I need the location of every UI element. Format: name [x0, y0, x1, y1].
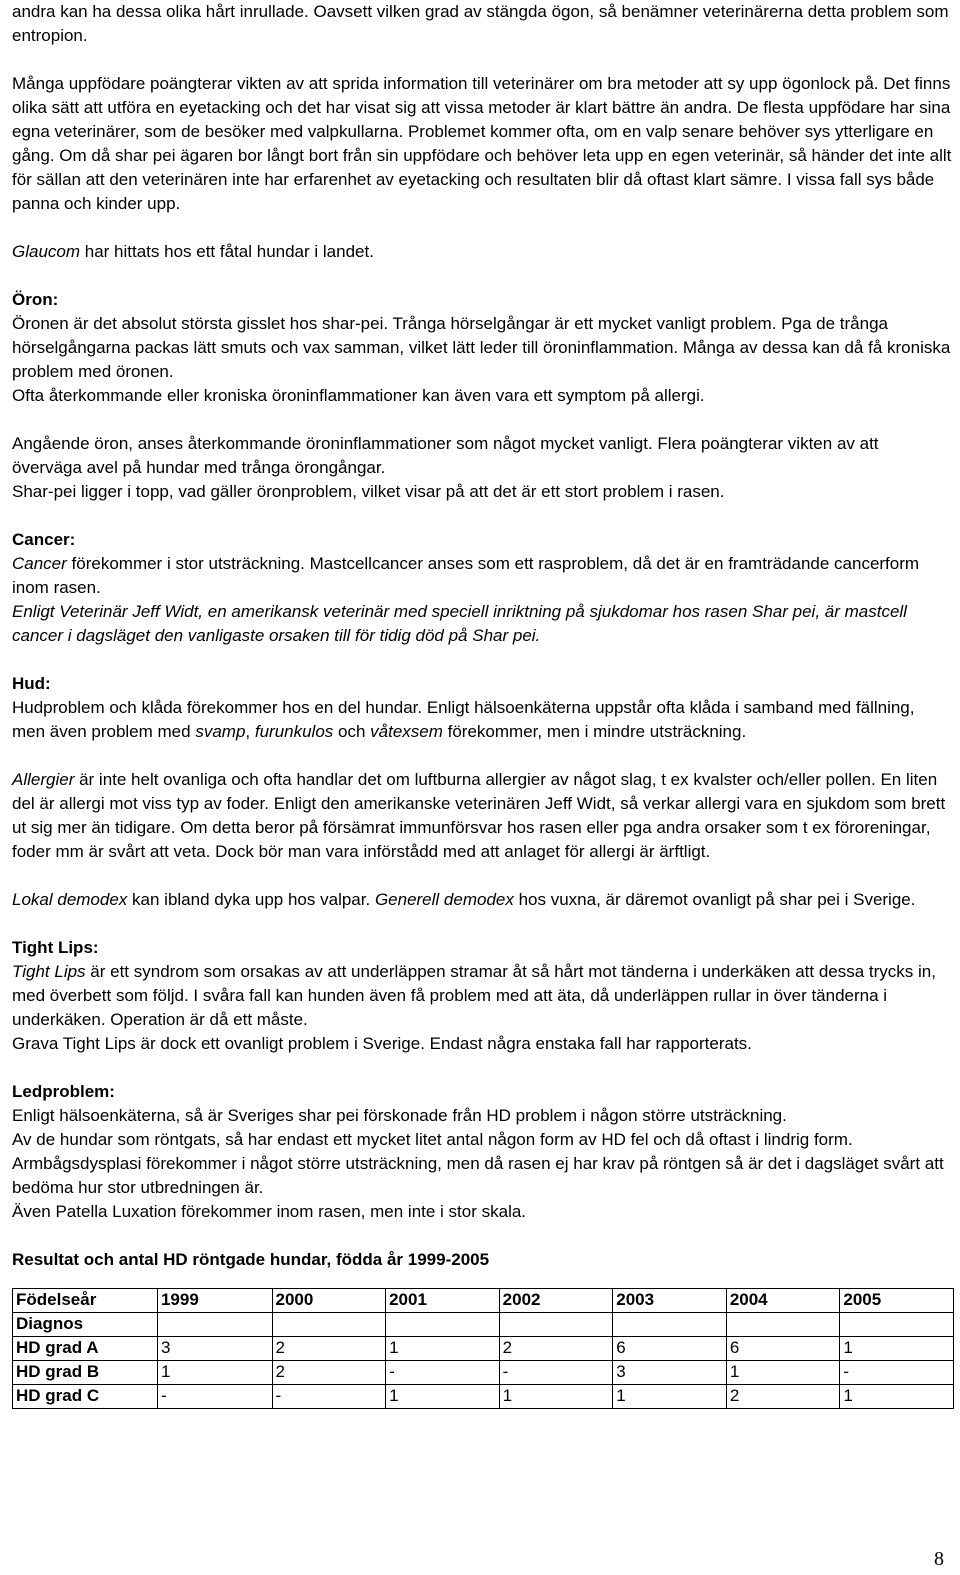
- table-cell: 1: [726, 1361, 840, 1385]
- text-run: är ett syndrom som orsakas av att underläppen stramar åt så hårt mot tänderna i underkäken att dessa trycks in, med överbett som följd. I svåra fall kan hunden även få problem med att äta, då underläppen rullar in över tänderna i underkäken. Operation är då ett måste.: [12, 962, 936, 1029]
- text-run: hos vuxna, är däremot ovanligt på shar pei i Sverige.: [513, 890, 916, 909]
- paragraph-line: [12, 312, 952, 384]
- table-row: [13, 1361, 954, 1385]
- italic-text: Generell demodex: [374, 890, 514, 909]
- paragraph-line: [12, 432, 952, 480]
- paragraph-line: [12, 600, 952, 648]
- table-cell: 2: [499, 1337, 613, 1361]
- paragraph-line: [12, 552, 952, 600]
- table-cell: 2: [272, 1361, 386, 1385]
- paragraph: [12, 552, 952, 648]
- table-cell: 3: [613, 1361, 727, 1385]
- table-row: [13, 1313, 954, 1337]
- text-run: Även Patella Luxation förekommer inom rasen, men inte i stor skala.: [12, 1202, 527, 1221]
- table-header-cell: 2000: [272, 1289, 386, 1313]
- table-cell: -: [157, 1385, 272, 1409]
- paragraph-line: [12, 480, 952, 504]
- table-header-cell: Födelseår: [13, 1289, 158, 1313]
- table-cell: [272, 1313, 386, 1337]
- text-run: Enligt hälsoenkäterna, så är Sveriges shar pei förskonade från HD problem i någon större utsträckning.: [12, 1106, 787, 1125]
- text-run: Shar-pei ligger i topp, vad gäller öronproblem, vilket visar på att det är ett stort problem i rasen.: [12, 482, 725, 501]
- italic-text: furunkulos: [254, 722, 334, 741]
- section-heading: Tight Lips:: [12, 938, 99, 957]
- paragraph: [12, 432, 952, 504]
- text-run: Armbågsdysplasi förekommer i något större utsträckning, men då rasen ej har krav på röntgen så är det i dagsläget svårt att bedöma hur stor utbredningen är.: [12, 1154, 944, 1197]
- table-row-label: Diagnos: [13, 1313, 158, 1337]
- table-cell: [613, 1313, 727, 1337]
- paragraph: [12, 0, 952, 48]
- table-header-cell: 2004: [726, 1289, 840, 1313]
- text-run: Öronen är det absolut största gisslet hos shar-pei. Trånga hörselgångar är ett mycket vanligt problem. Pga de trånga hörselgångarna packas lätt smuts och vax samman, vilket lätt leder till öroninflammation. Många av dessa kan då få kroniska problem med öronen.: [12, 314, 951, 381]
- italic-text: Lokal demodex: [12, 890, 128, 909]
- table-cell: 1: [386, 1337, 500, 1361]
- table-cell: [840, 1313, 954, 1337]
- paragraph-line: [12, 1104, 952, 1128]
- text-run: andra kan ha dessa olika hårt inrullade. Oavsett vilken grad av stängda ögon, så benämner veterinärerna detta problem som entropion.: [12, 2, 949, 45]
- table-cell: [726, 1313, 840, 1337]
- text-run: har hittats hos ett fåtal hundar i landet.: [80, 242, 374, 261]
- table-header-row: [13, 1289, 954, 1313]
- paragraph-line: [12, 1032, 952, 1056]
- table-cell: 6: [613, 1337, 727, 1361]
- paragraph-line: [12, 384, 952, 408]
- italic-text: Glaucom: [12, 242, 81, 261]
- text-run: och: [333, 722, 371, 741]
- table-cell: [386, 1313, 500, 1337]
- paragraph: [12, 240, 952, 264]
- paragraph-line: [12, 1128, 952, 1152]
- table-header-cell: 2001: [386, 1289, 500, 1313]
- italic-text: Allergier: [12, 770, 75, 789]
- paragraph: [12, 1104, 952, 1224]
- table-cell: -: [499, 1361, 613, 1385]
- document-body: [12, 0, 952, 1224]
- hd-results-table: [12, 1288, 954, 1409]
- paragraph: [12, 696, 952, 744]
- table-row: [13, 1385, 954, 1409]
- text-run: Ofta återkommande eller kroniska öroninflammationer kan även vara ett symptom på allergi.: [12, 386, 705, 405]
- table-row-label: HD grad C: [13, 1385, 158, 1409]
- text-run: Grava Tight Lips är dock ett ovanligt problem i Sverige. Endast några enstaka fall har rapporterats.: [12, 1034, 752, 1053]
- table-row: [13, 1337, 954, 1361]
- table-cell: 1: [840, 1385, 954, 1409]
- table-cell: 2: [726, 1385, 840, 1409]
- table-cell: 6: [726, 1337, 840, 1361]
- page-number: 8: [934, 1548, 944, 1570]
- table-cell: 1: [499, 1385, 613, 1409]
- table-cell: -: [386, 1361, 500, 1385]
- italic-text: Cancer: [12, 554, 67, 573]
- text-run: är inte helt ovanliga och ofta handlar det om luftburna allergier av något slag, t ex kvalster och/eller pollen. En liten del är allergi mot viss typ av foder. Enligt den amerikanske veterinären Jeff Widt, så verkar allergi vara en sjukdom som brett ut sig mer än tidigare. Om detta beror på försämrat immunförsvar hos rasen eller pga andra orsaker som t ex föroreningar, foder mm är svårt att veta. Dock bör man vara införstådd med att anlaget för allergi är ärftligt.: [12, 770, 946, 861]
- italic-text: Tight Lips: [12, 962, 86, 981]
- text-run: kan ibland dyka upp hos valpar.: [127, 890, 375, 909]
- section-heading: Ledproblem:: [12, 1082, 115, 1101]
- table-header-cell: 1999: [157, 1289, 272, 1313]
- table-cell: -: [840, 1361, 954, 1385]
- text-run: Hudproblem och klåda förekommer hos en del hundar. Enligt hälsoenkäterna uppstår ofta klåda i samband med fällning, men även problem med: [12, 698, 915, 741]
- table-cell: [157, 1313, 272, 1337]
- text-run: förekommer, men i mindre utsträckning.: [442, 722, 747, 741]
- paragraph: [12, 312, 952, 408]
- table-cell: -: [272, 1385, 386, 1409]
- text-run: ,: [245, 722, 255, 741]
- table-row-label: HD grad B: [13, 1361, 158, 1385]
- paragraph-line: [12, 1152, 952, 1200]
- paragraph: [12, 960, 952, 1056]
- table-header-cell: 2005: [840, 1289, 954, 1313]
- table-header-cell: 2003: [613, 1289, 727, 1313]
- table-cell: 3: [157, 1337, 272, 1361]
- text-run: förekommer i stor utsträckning. Mastcellcancer anses som ett rasproblem, då det är en framträdande cancerform inom rasen.: [12, 554, 920, 597]
- table-cell: 2: [272, 1337, 386, 1361]
- section-heading: Öron:: [12, 290, 59, 309]
- document-page: [12, 0, 952, 1409]
- paragraph: [12, 768, 952, 864]
- paragraph-line: [12, 960, 952, 1032]
- section-heading: Cancer:: [12, 530, 76, 549]
- table-cell: 1: [840, 1337, 954, 1361]
- paragraph: [12, 72, 952, 216]
- italic-text: våtexsem: [370, 722, 443, 741]
- table-cell: 1: [157, 1361, 272, 1385]
- text-run: Angående öron, anses återkommande öroninflammationer som något mycket vanligt. Flera poängterar vikten av att överväga avel på hundar med trånga örongångar.: [12, 434, 879, 477]
- table-cell: 1: [386, 1385, 500, 1409]
- table-title: Resultat och antal HD röntgade hundar, födda år 1999-2005: [12, 1250, 490, 1269]
- table-cell: [499, 1313, 613, 1337]
- table-cell: 1: [613, 1385, 727, 1409]
- table-header-cell: 2002: [499, 1289, 613, 1313]
- paragraph: [12, 888, 952, 912]
- text-run: Av de hundar som röntgats, så har endast ett mycket litet antal någon form av HD fel och då oftast i lindrig form.: [12, 1130, 853, 1149]
- section-heading: Hud:: [12, 674, 51, 693]
- table-row-label: HD grad A: [13, 1337, 158, 1361]
- paragraph-line: [12, 1200, 952, 1224]
- text-run: Många uppfödare poängterar vikten av att sprida information till veterinärer om bra metoder att sy upp ögonlock på. Det finns olika sätt att utföra en eyetacking och det har visat sig att vissa metoder är klart bättre än andra. De flesta uppfödare har sina egna veterinärer, som de besöker med valpkullarna. Problemet kommer ofta, om en valp senare behöver sys ytterligare en gång. Om då shar pei ägaren bor långt bort från sin uppfödare och behöver leta upp en egen veterinär, så händer det inte allt för sällan att den veterinären inte har erfarenhet av eyetacking och resultaten blir då oftast klart sämre. I vissa fall sys både panna och kinder upp.: [12, 74, 952, 213]
- italic-text: Enligt Veterinär Jeff Widt, en amerikansk veterinär med speciell inriktning på sjukdomar hos rasen Shar pei, är mastcell cancer i dagsläget den vanligaste orsaken till för tidig död på Shar pei.: [12, 602, 907, 645]
- italic-text: svamp: [195, 722, 246, 741]
